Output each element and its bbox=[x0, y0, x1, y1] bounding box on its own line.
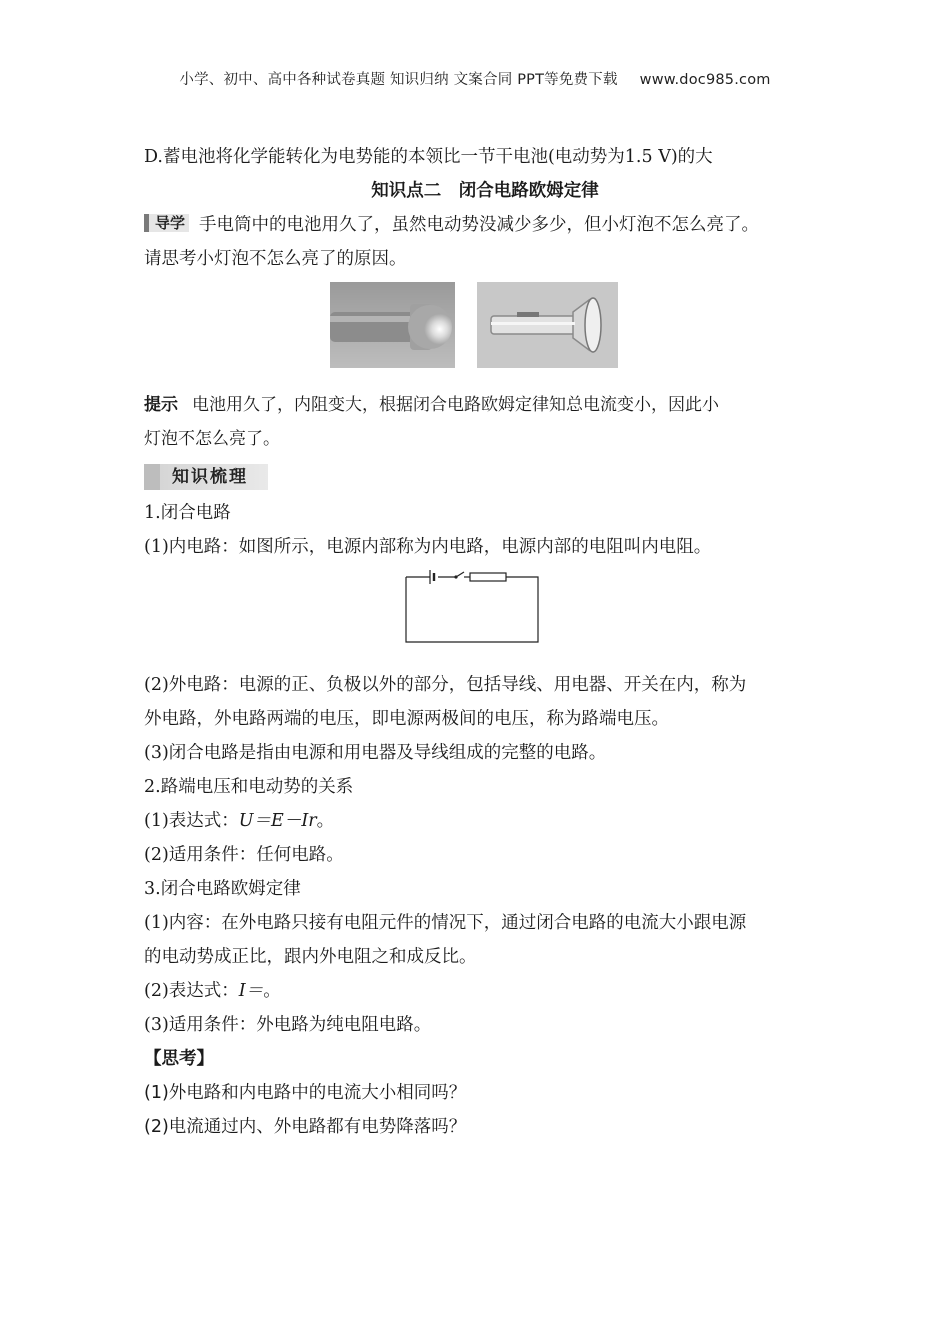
flashlight-photo-dim bbox=[477, 282, 618, 368]
external-circuit-text2: 外电路，外电路两端的电压，即电源两极间的电压，称为路端电压。 bbox=[144, 709, 669, 729]
heading-ohms-law: 3.闭合电路欧姆定律 bbox=[144, 879, 301, 899]
circuit-diagram-svg bbox=[404, 568, 544, 646]
daoxue-badge: 导学 bbox=[144, 214, 189, 232]
option-d: D.蓄电池将化学能转化为电势能的本领比一节干电池(电动势为1.5 V)的大 bbox=[144, 147, 713, 167]
voltage-formula-label: (1)表达式： bbox=[144, 811, 239, 831]
ohms-law-content2: 的电动势成正比，跟内外电阻之和成反比。 bbox=[144, 947, 477, 967]
flashlight-photo-lit bbox=[330, 282, 455, 368]
voltage-condition: (2)适用条件：任何电路。 bbox=[144, 845, 344, 865]
closed-circuit-definition: (3)闭合电路是指由电源和用电器及导线组成的完整的电路。 bbox=[144, 743, 607, 763]
header-text: 小学、初中、高中各种试卷真题 知识归纳 文案合同 PPT等免费下载 bbox=[179, 72, 618, 88]
knowledge-banner: 知识梳理 bbox=[144, 464, 268, 490]
ohms-formula-expr: I＝ bbox=[238, 981, 264, 1001]
circuit-diagram bbox=[144, 568, 812, 662]
section-title: 知识点二 闭合电路欧姆定律 bbox=[371, 181, 599, 201]
internal-circuit-text: (1)内电路：如图所示，电源内部称为内电路，电源内部的电阻叫内电阻。 bbox=[144, 537, 712, 557]
voltage-formula-end: 。 bbox=[316, 811, 335, 831]
tip-label: 提示 bbox=[144, 395, 178, 415]
external-circuit-text1: (2)外电路：电源的正、负极以外的部分，包括导线、用电器、开关在内，称为 bbox=[144, 675, 747, 695]
think-title: 【思考】 bbox=[144, 1049, 214, 1069]
page-header bbox=[0, 68, 950, 89]
ohms-law-formula bbox=[144, 974, 812, 1008]
think-question1: (1)外电路和内电路中的电流大小相同吗？ bbox=[144, 1083, 467, 1103]
ohms-formula-end: 。 bbox=[263, 981, 281, 1001]
header-url[interactable]: www.doc985.com bbox=[639, 72, 771, 88]
voltage-formula bbox=[144, 804, 812, 838]
tip-line2: 灯泡不怎么亮了。 bbox=[144, 429, 280, 449]
flashlight-images bbox=[144, 282, 812, 378]
switch-pivot bbox=[454, 575, 457, 578]
daoxue-line1 bbox=[144, 208, 812, 242]
tip-line1 bbox=[144, 388, 812, 422]
ohms-formula-label: (2)表达式： bbox=[144, 981, 239, 1001]
think-question2: (2)电流通过内、外电路都有电势降落吗？ bbox=[144, 1117, 467, 1137]
ohms-law-content1: (1)内容：在外电路只接有电阻元件的情况下，通过闭合电路的电流大小跟电源 bbox=[144, 913, 747, 933]
tip-text1: 电池用久了，内阻变大，根据闭合电路欧姆定律知总电流变小，因此小 bbox=[192, 395, 719, 415]
ohms-law-condition: (3)适用条件：外电路为纯电阻电路。 bbox=[144, 1015, 432, 1035]
voltage-formula-expr: U＝E－Ir bbox=[238, 811, 317, 831]
daoxue-line2: 请思考小灯泡不怎么亮了的原因。 bbox=[144, 249, 407, 269]
document-content bbox=[144, 140, 812, 1144]
heading-closed-circuit: 1.闭合电路 bbox=[144, 503, 231, 523]
heading-terminal-voltage: 2.路端电压和电动势的关系 bbox=[144, 777, 354, 797]
daoxue-text1: 手电筒中的电池用久了，虽然电动势没减少多少，但小灯泡不怎么亮了。 bbox=[199, 215, 760, 235]
